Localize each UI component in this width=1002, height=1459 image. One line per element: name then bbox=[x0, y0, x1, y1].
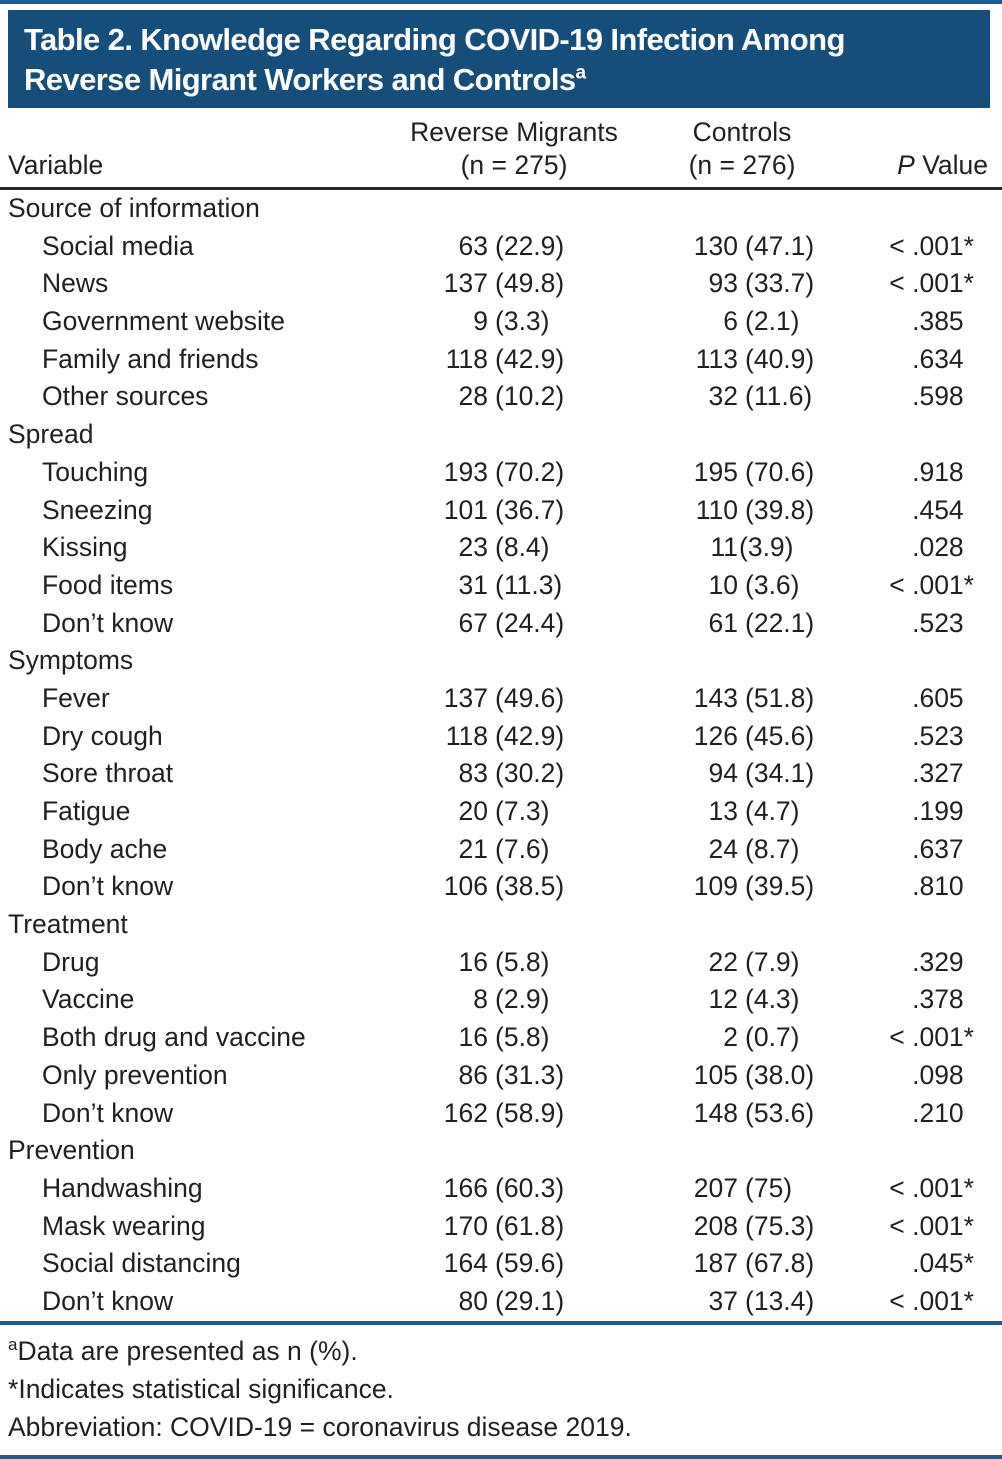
reverse-migrants-percent: (49.6) bbox=[495, 682, 565, 713]
p-value bbox=[833, 1095, 974, 1133]
reverse-migrants-percent: (8.4) bbox=[495, 532, 550, 563]
controls-count: 61 bbox=[708, 607, 738, 638]
p-value-text: .523 bbox=[912, 720, 964, 751]
variable-label: Dry cough bbox=[42, 720, 163, 751]
reverse-migrants-count: 166 bbox=[443, 1172, 488, 1203]
footnote-marker: * bbox=[8, 1373, 19, 1404]
controls-count: 37 bbox=[708, 1285, 738, 1316]
controls-percent: (67.8) bbox=[745, 1248, 815, 1279]
variable-label: Drug bbox=[42, 946, 100, 977]
reverse-migrants-count: 80 bbox=[458, 1285, 488, 1316]
controls-percent: (3.9) bbox=[739, 532, 794, 563]
controls-percent: (51.8) bbox=[745, 682, 815, 713]
reverse-migrants-count: 137 bbox=[443, 682, 488, 713]
section-label: Spread bbox=[8, 419, 94, 450]
controls-percent: (75.3) bbox=[745, 1210, 815, 1241]
controls-percent: (22.1) bbox=[745, 607, 815, 638]
controls-count: 148 bbox=[693, 1097, 738, 1128]
section-row bbox=[0, 642, 1002, 680]
table-row bbox=[0, 605, 1002, 643]
reverse-migrants-n: (n = 275) bbox=[460, 150, 568, 180]
controls-count: 11 bbox=[710, 532, 738, 563]
p-value bbox=[833, 341, 974, 379]
variable-label: Vaccine bbox=[42, 984, 135, 1015]
table-title-footnote-marker: a bbox=[575, 62, 586, 84]
reverse-migrants-count: 164 bbox=[443, 1248, 488, 1279]
table-row bbox=[0, 303, 1002, 341]
p-value bbox=[833, 755, 974, 793]
table-row bbox=[0, 265, 1002, 303]
reverse-migrants-percent: (30.2) bbox=[495, 758, 565, 789]
p-value-text: .385 bbox=[912, 306, 964, 337]
p-value bbox=[833, 378, 974, 416]
p-value-text: < .001 bbox=[889, 230, 964, 261]
controls-count: 12 bbox=[708, 984, 738, 1015]
p-value-text: .098 bbox=[912, 1059, 964, 1090]
controls-percent: (75) bbox=[745, 1172, 793, 1203]
p-value bbox=[833, 303, 974, 341]
table-title bbox=[24, 20, 990, 100]
reverse-migrants-percent: (70.2) bbox=[495, 456, 565, 487]
variable-label: Other sources bbox=[42, 381, 209, 412]
p-value bbox=[833, 1019, 974, 1057]
p-value bbox=[833, 981, 974, 1019]
variable-label: Body ache bbox=[42, 833, 168, 864]
p-value-text: .327 bbox=[912, 758, 964, 789]
column-header-controls bbox=[638, 116, 846, 182]
reverse-migrants-percent: (61.8) bbox=[495, 1210, 565, 1241]
controls-count: 109 bbox=[693, 871, 738, 902]
controls-count: 110 bbox=[695, 494, 738, 525]
controls-percent: (38.0) bbox=[745, 1059, 815, 1090]
footnote-data-presentation: $^a$Data are presented as n (%). bbox=[8, 1334, 358, 1366]
footnote-abbreviation: Abbreviation: COVID-19 = coronavirus disease 2019. bbox=[8, 1411, 632, 1442]
variable-label: Government website bbox=[42, 306, 286, 337]
column-header-reverse-migrants bbox=[390, 116, 638, 182]
section-label: Prevention bbox=[8, 1135, 135, 1166]
controls-count: 10 bbox=[708, 569, 738, 600]
controls-percent: (13.4) bbox=[745, 1285, 815, 1316]
variable-label: Don’t know bbox=[42, 871, 174, 902]
variable-label: News bbox=[42, 268, 109, 299]
table-row bbox=[0, 718, 1002, 756]
controls-count: 13 bbox=[708, 796, 738, 826]
table-row bbox=[0, 529, 1002, 567]
controls-count: 32 bbox=[708, 381, 738, 412]
controls-count: 94 bbox=[708, 758, 738, 789]
controls-count: 126 bbox=[693, 720, 738, 751]
controls-count: 187 bbox=[693, 1248, 738, 1279]
table-row bbox=[0, 755, 1002, 793]
table-title-line1: Table 2. Knowledge Regarding COVID-19 Infection Among bbox=[24, 22, 845, 57]
reverse-migrants-count: 20 bbox=[458, 796, 488, 826]
controls-percent: (3.6) bbox=[745, 569, 800, 600]
p-value-text: .918 bbox=[912, 456, 964, 487]
controls-percent: (47.1) bbox=[745, 230, 815, 261]
controls-percent: (39.5) bbox=[745, 871, 815, 902]
controls-count: 93 bbox=[708, 268, 738, 299]
variable-label: Don’t know bbox=[42, 1285, 174, 1316]
p-value bbox=[833, 492, 974, 530]
variable-label: Don’t know bbox=[42, 607, 174, 638]
significance-asterisk: * bbox=[963, 230, 974, 261]
p-value-text: .454 bbox=[912, 494, 964, 525]
controls-percent: (39.8) bbox=[745, 494, 815, 525]
section-row bbox=[0, 416, 1002, 454]
footnotes bbox=[0, 1325, 1002, 1446]
variable-label: Kissing bbox=[42, 532, 128, 563]
reverse-migrants-count: 101 bbox=[443, 494, 488, 525]
variable-label: Both drug and vaccine bbox=[42, 1022, 306, 1053]
variable-label: Social distancing bbox=[42, 1248, 241, 1279]
controls-count: 207 bbox=[693, 1172, 738, 1203]
table-row bbox=[0, 1019, 1002, 1057]
p-value-text: .210 bbox=[912, 1097, 964, 1128]
reverse-migrants-percent: (2.9) bbox=[495, 984, 550, 1015]
reverse-migrants-percent: (10.2) bbox=[495, 381, 565, 412]
controls-percent: (45.6) bbox=[745, 720, 815, 751]
footnote-marker: a bbox=[8, 1334, 18, 1354]
p-value bbox=[833, 793, 974, 831]
p-value-text: .634 bbox=[912, 343, 964, 374]
reverse-migrants-count: 8 bbox=[473, 984, 488, 1015]
table-row bbox=[0, 378, 1002, 416]
table-row bbox=[0, 1208, 1002, 1246]
p-value bbox=[833, 567, 974, 605]
variable-label: Fever bbox=[42, 682, 110, 713]
controls-percent: (7.9) bbox=[745, 946, 800, 977]
table-row bbox=[0, 1283, 1002, 1321]
reverse-migrants-percent: (11.3) bbox=[495, 569, 563, 600]
section-row bbox=[0, 906, 1002, 944]
variable-label: Sneezing bbox=[42, 494, 153, 525]
p-value-text: < .001 bbox=[889, 1210, 964, 1241]
p-value-text: .605 bbox=[912, 682, 964, 713]
reverse-migrants-count: 83 bbox=[458, 758, 488, 789]
p-value bbox=[833, 605, 974, 643]
controls-percent: (4.7) bbox=[745, 796, 800, 826]
p-value bbox=[833, 228, 974, 266]
reverse-migrants-percent: (59.6) bbox=[495, 1248, 565, 1279]
reverse-migrants-percent: (7.6) bbox=[495, 833, 550, 864]
table-row bbox=[0, 944, 1002, 982]
significance-asterisk: * bbox=[963, 1172, 974, 1203]
table-row bbox=[0, 868, 1002, 906]
p-value-text: < .001 bbox=[889, 1022, 964, 1053]
p-value-text: < .001 bbox=[889, 569, 964, 600]
p-value bbox=[833, 265, 974, 303]
controls-count: 113 bbox=[695, 343, 738, 374]
variable-label: Mask wearing bbox=[42, 1210, 206, 1241]
p-value bbox=[833, 1170, 974, 1208]
reverse-migrants-percent: (5.8) bbox=[495, 1022, 550, 1053]
footnotes-gap bbox=[0, 1446, 1002, 1455]
p-value bbox=[833, 944, 974, 982]
p-value-text: .810 bbox=[912, 871, 964, 902]
reverse-migrants-count: 63 bbox=[458, 230, 488, 261]
column-headers bbox=[0, 108, 1002, 187]
significance-asterisk: * bbox=[963, 1248, 974, 1279]
reverse-migrants-count: 162 bbox=[443, 1097, 488, 1128]
controls-count: 6 bbox=[723, 306, 738, 337]
controls-n: (n = 276) bbox=[688, 150, 796, 180]
p-value bbox=[833, 1245, 974, 1283]
bottom-rule bbox=[0, 1455, 1002, 1459]
reverse-migrants-count: 106 bbox=[443, 871, 488, 902]
controls-count: 130 bbox=[693, 230, 738, 261]
table-row bbox=[0, 341, 1002, 379]
variable-label: Sore throat bbox=[42, 758, 174, 789]
table-row bbox=[0, 228, 1002, 266]
p-value-text: .028 bbox=[912, 532, 964, 563]
significance-asterisk: * bbox=[963, 569, 974, 600]
p-value-text: .598 bbox=[912, 381, 964, 412]
controls-count: 22 bbox=[708, 946, 738, 977]
variable-label: Family and friends bbox=[42, 343, 259, 374]
table-row bbox=[0, 1057, 1002, 1095]
p-value bbox=[833, 454, 974, 492]
reverse-migrants-percent: (3.3) bbox=[495, 306, 550, 337]
reverse-migrants-count: 16 bbox=[458, 1022, 488, 1053]
variable-label: Don’t know bbox=[42, 1097, 174, 1128]
controls-count: 2 bbox=[723, 1022, 738, 1053]
controls-count: 143 bbox=[693, 682, 738, 713]
reverse-migrants-count: 31 bbox=[458, 569, 488, 600]
table-title-line2: Reverse Migrant Workers and Controls bbox=[24, 62, 576, 97]
table-row bbox=[0, 1095, 1002, 1133]
reverse-migrants-percent: (49.8) bbox=[495, 268, 565, 299]
controls-percent: (33.7) bbox=[745, 268, 815, 299]
p-value-text: .045 bbox=[912, 1248, 964, 1279]
controls-count: 24 bbox=[708, 833, 738, 864]
reverse-migrants-percent: (38.5) bbox=[495, 871, 565, 902]
significance-asterisk: * bbox=[963, 1210, 974, 1241]
reverse-migrants-count: 86 bbox=[458, 1059, 488, 1090]
reverse-migrants-percent: (42.9) bbox=[495, 720, 565, 751]
p-value-text: < .001 bbox=[889, 1172, 964, 1203]
table-body bbox=[0, 190, 1002, 1321]
column-header-p-value: P Value bbox=[897, 150, 988, 180]
significance-asterisk: * bbox=[963, 1285, 974, 1316]
controls-count: 208 bbox=[693, 1210, 738, 1241]
table-title-banner bbox=[8, 10, 990, 108]
variable-label: Touching bbox=[42, 456, 149, 487]
column-header-variable: Variable bbox=[8, 150, 104, 180]
p-value bbox=[833, 1283, 974, 1321]
controls-percent: (0.7) bbox=[745, 1022, 800, 1053]
p-value-text: .199 bbox=[912, 796, 964, 826]
reverse-migrants-percent: (31.3) bbox=[495, 1059, 565, 1090]
controls-percent: (40.9) bbox=[745, 343, 815, 374]
section-label: Treatment bbox=[8, 909, 128, 940]
p-value-text: .637 bbox=[912, 833, 964, 864]
variable-label: Food items bbox=[42, 569, 174, 600]
section-label: Source of information bbox=[8, 193, 260, 223]
section-label: Symptoms bbox=[8, 645, 134, 676]
reverse-migrants-count: 67 bbox=[458, 607, 488, 638]
table-row bbox=[0, 454, 1002, 492]
p-value bbox=[833, 1208, 974, 1246]
reverse-migrants-count: 170 bbox=[443, 1210, 488, 1241]
reverse-migrants-percent: (36.7) bbox=[495, 494, 565, 525]
reverse-migrants-percent: (60.3) bbox=[495, 1172, 565, 1203]
controls-percent: (53.6) bbox=[745, 1097, 815, 1128]
table-row bbox=[0, 492, 1002, 530]
p-value-text: < .001 bbox=[889, 1285, 964, 1316]
controls-count: 105 bbox=[693, 1059, 738, 1090]
p-value bbox=[833, 1057, 974, 1095]
reverse-migrants-count: 118 bbox=[445, 720, 488, 751]
p-value bbox=[833, 868, 974, 906]
reverse-migrants-percent: (58.9) bbox=[495, 1097, 565, 1128]
p-value-text: .378 bbox=[912, 984, 964, 1015]
reverse-migrants-percent: (5.8) bbox=[495, 946, 550, 977]
p-value-text: .329 bbox=[912, 946, 964, 977]
table-row bbox=[0, 1245, 1002, 1283]
table-row bbox=[0, 793, 1002, 831]
controls-percent: (11.6) bbox=[745, 381, 813, 412]
top-rule bbox=[0, 0, 1002, 4]
reverse-migrants-count: 137 bbox=[443, 268, 488, 299]
reverse-migrants-label: Reverse Migrants bbox=[410, 117, 618, 147]
controls-percent: (70.6) bbox=[745, 456, 815, 487]
significance-asterisk: * bbox=[963, 268, 974, 299]
table-row bbox=[0, 981, 1002, 1019]
p-value bbox=[833, 529, 974, 567]
reverse-migrants-percent: (42.9) bbox=[495, 343, 565, 374]
p-value-text: .523 bbox=[912, 607, 964, 638]
reverse-migrants-count: 9 bbox=[473, 306, 488, 337]
significance-asterisk: * bbox=[963, 1022, 974, 1053]
section-row bbox=[0, 190, 1002, 228]
p-value bbox=[833, 831, 974, 869]
reverse-migrants-count: 16 bbox=[458, 946, 488, 977]
p-value bbox=[833, 718, 974, 756]
controls-count: 195 bbox=[693, 456, 738, 487]
controls-percent: (8.7) bbox=[745, 833, 800, 864]
footnote-significance: *Indicates statistical significance. bbox=[8, 1373, 394, 1404]
reverse-migrants-count: 21 bbox=[458, 833, 488, 864]
reverse-migrants-percent: (29.1) bbox=[495, 1285, 565, 1316]
variable-label: Handwashing bbox=[42, 1172, 203, 1203]
table-row bbox=[0, 831, 1002, 869]
reverse-migrants-count: 193 bbox=[443, 456, 488, 487]
table-row bbox=[0, 680, 1002, 718]
reverse-migrants-count: 28 bbox=[458, 381, 488, 412]
p-value-text: < .001 bbox=[889, 268, 964, 299]
reverse-migrants-count: 23 bbox=[458, 532, 488, 563]
variable-label: Fatigue bbox=[42, 796, 131, 826]
reverse-migrants-percent: (22.9) bbox=[495, 230, 565, 261]
controls-percent: (2.1) bbox=[745, 306, 800, 337]
section-row bbox=[0, 1132, 1002, 1170]
controls-label: Controls bbox=[692, 117, 792, 147]
variable-label: Social media bbox=[42, 230, 194, 261]
reverse-migrants-count: 118 bbox=[445, 343, 488, 374]
controls-percent: (4.3) bbox=[745, 984, 800, 1015]
p-value bbox=[833, 680, 974, 718]
controls-percent: (34.1) bbox=[745, 758, 815, 789]
variable-label: Only prevention bbox=[42, 1059, 228, 1090]
table-row bbox=[0, 567, 1002, 605]
table-row bbox=[0, 1170, 1002, 1208]
reverse-migrants-percent: (24.4) bbox=[495, 607, 565, 638]
reverse-migrants-percent: (7.3) bbox=[495, 796, 550, 826]
